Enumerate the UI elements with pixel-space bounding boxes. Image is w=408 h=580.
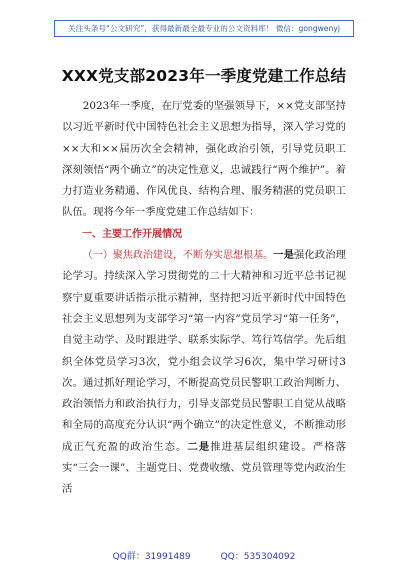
section-heading: 一、主要工作开展情况 (82, 228, 182, 240)
subsection-heading: （一）聚焦政治建设，不断夯实思想根基。 (82, 250, 274, 262)
lead-marker-2: 二是 (187, 440, 211, 453)
subsection-paragraph (62, 245, 346, 501)
qq-group-text: QQ群：31991489 (112, 552, 191, 562)
lead-marker-1: 一是 (273, 249, 294, 262)
promo-banner: 关注头条号“公文研究”，获得最新最全最专业的公文资料库！ 微信：gongwenyj (54, 20, 354, 37)
paragraph-text-2: 推进基层组织建设。严格落实“三会一课”、主题党日、党费收缴、党员管理等党内政治生活 (62, 440, 347, 496)
page-footer (0, 549, 408, 562)
intro-paragraph: 2023年一季度，在厅党委的坚强领导下，××党支部坚持以习近平新时代中国特色社会主义思想为指导，深入学习党的××大和××届历次全会精神，强化政治引领，引导党员职工深刻领悟“两个确立”的决定性意义，忠诚践行“两个维护”。着力打造业务精通、作风优良、结构合理、服务精湛的党员职工队伍。现将今年一季度党建工作总结如下： (62, 100, 346, 219)
paragraph-text-1: 强化政治理论学习。持续深入学习贯彻党的二十大精神和习近平总书记视察宁夏重要讲话指示批示精神，坚持把习近平新时代中国特色社会主义思想列为支部学习“第一内容”党员学习“第一任务”，自觉主动学、及时跟进学、联系实际学、笃行笃信学。先后组织全体党员学习3次，党小组会议学习6次，集中学习研讨3次。通过抓好理论学习，不断提高党员民警职工政治判断力、政治领悟力和政治执行力，引导支部党员民警职工自觉从战略和全局的高度充分认识“两个确立”的决定性意义，不断推动形成正气充盈的政治生态。 (62, 249, 347, 453)
document-title: XXX党支部2023年一季度党建工作总结 (61, 67, 347, 85)
qq-text: QQ：535304092 (220, 552, 296, 562)
document-body (62, 96, 346, 501)
